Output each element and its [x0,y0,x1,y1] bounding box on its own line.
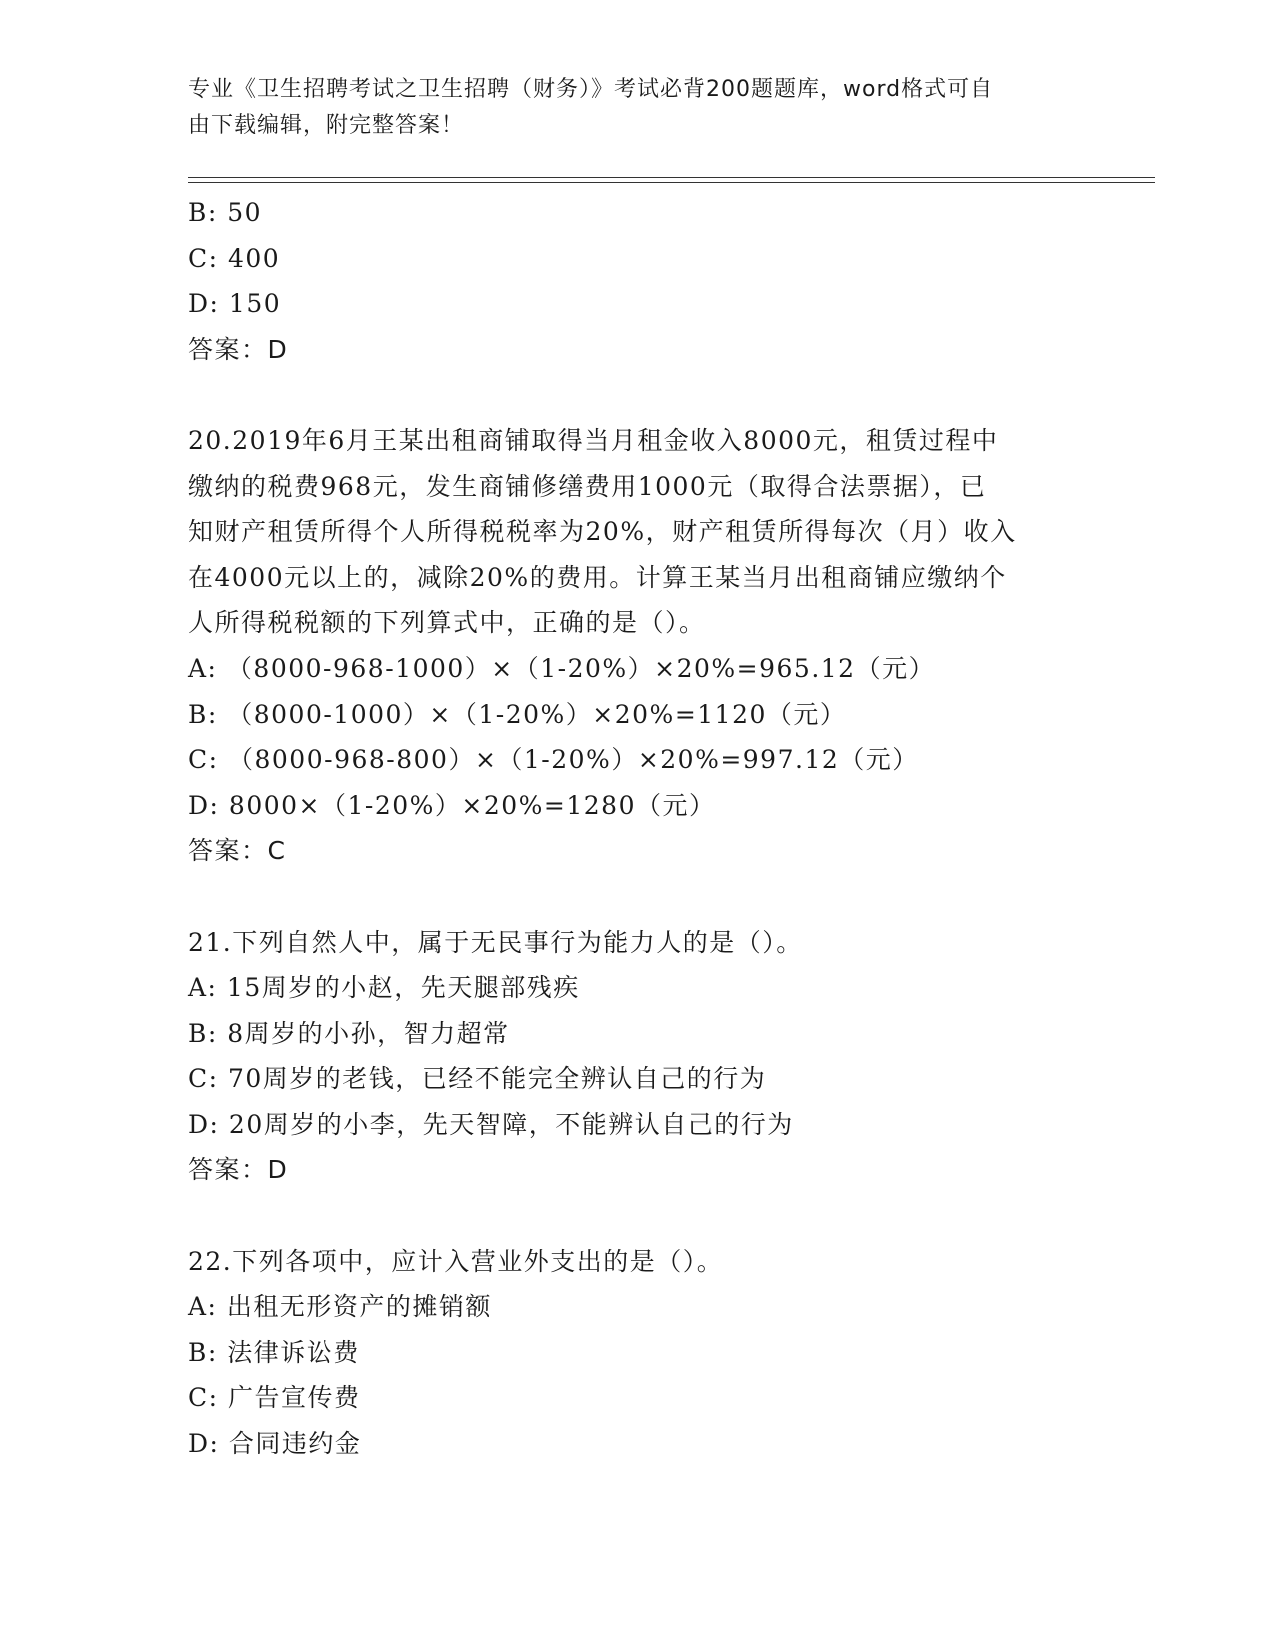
question-stem-line: 20.2019年6月王某出租商铺取得当月租金收入8000元，租赁过程中 [188,425,999,455]
previous-question-tail [188,190,1088,372]
option-c: C: （8000-968-800）×（1-20%）×20%=997.12（元） [188,745,919,775]
option-d: D: 8000×（1-20%）×20%=1280（元） [188,790,716,820]
option-a: A: 出租无形资产的摊销额 [188,1292,492,1322]
spacer [188,1193,1088,1239]
option-c: C: 广告宣传费 [188,1383,361,1413]
question-stem: 22.下列各项中，应计入营业外支出的是（）。 [188,1246,724,1276]
document-header [188,72,1078,144]
option-b: B: 50 [188,198,263,227]
question-stem: 21.下列自然人中，属于无民事行为能力人的是（）。 [188,927,803,957]
option-c: C: 70周岁的老钱，已经不能完全辨认自己的行为 [188,1064,767,1094]
answer-line: 答案：D [188,334,289,364]
header-divider-top [188,177,1155,178]
option-b: B: 8周岁的小孙，智力超常 [188,1018,510,1048]
question-20 [188,418,1088,874]
header-line-1: 专业《卫生招聘考试之卫生招聘（财务）》考试必背200题题库，word格式可自 [188,77,994,102]
option-d: D: 合同违约金 [188,1429,362,1459]
option-d: D: 20周岁的小李，先天智障，不能辨认自己的行为 [188,1109,794,1139]
answer-line: 答案：D [188,1155,289,1185]
question-stem-line: 缴纳的税费968元，发生商铺修缮费用1000元（取得合法票据），已 [188,471,987,501]
option-b: B: （8000-1000）×（1-20%）×20%=1120（元） [188,699,847,729]
header-divider-bottom [188,182,1155,183]
answer-line: 答案：C [188,836,287,866]
option-a: A: 15周岁的小赵，先天腿部残疾 [188,973,580,1003]
question-stem-line: 人所得税税额的下列算式中，正确的是（）。 [188,608,706,638]
question-content [188,190,1088,1467]
question-stem-line: 在4000元以上的，减除20%的费用。计算王某当月出租商铺应缴纳个 [188,562,1007,592]
option-b: B: 法律诉讼费 [188,1337,360,1367]
option-d: D: 150 [188,289,282,319]
option-c: C: 400 [188,243,281,273]
question-21 [188,920,1088,1194]
question-22 [188,1239,1088,1467]
option-a: A: （8000-968-1000）×（1-20%）×20%=965.12（元） [188,653,936,683]
question-stem-line: 知财产租赁所得个人所得税税率为20%，财产租赁所得每次（月）收入 [188,517,1017,547]
spacer [188,372,1088,418]
spacer [188,874,1088,920]
header-line-2: 由下载编辑，附完整答案！ [188,113,465,138]
